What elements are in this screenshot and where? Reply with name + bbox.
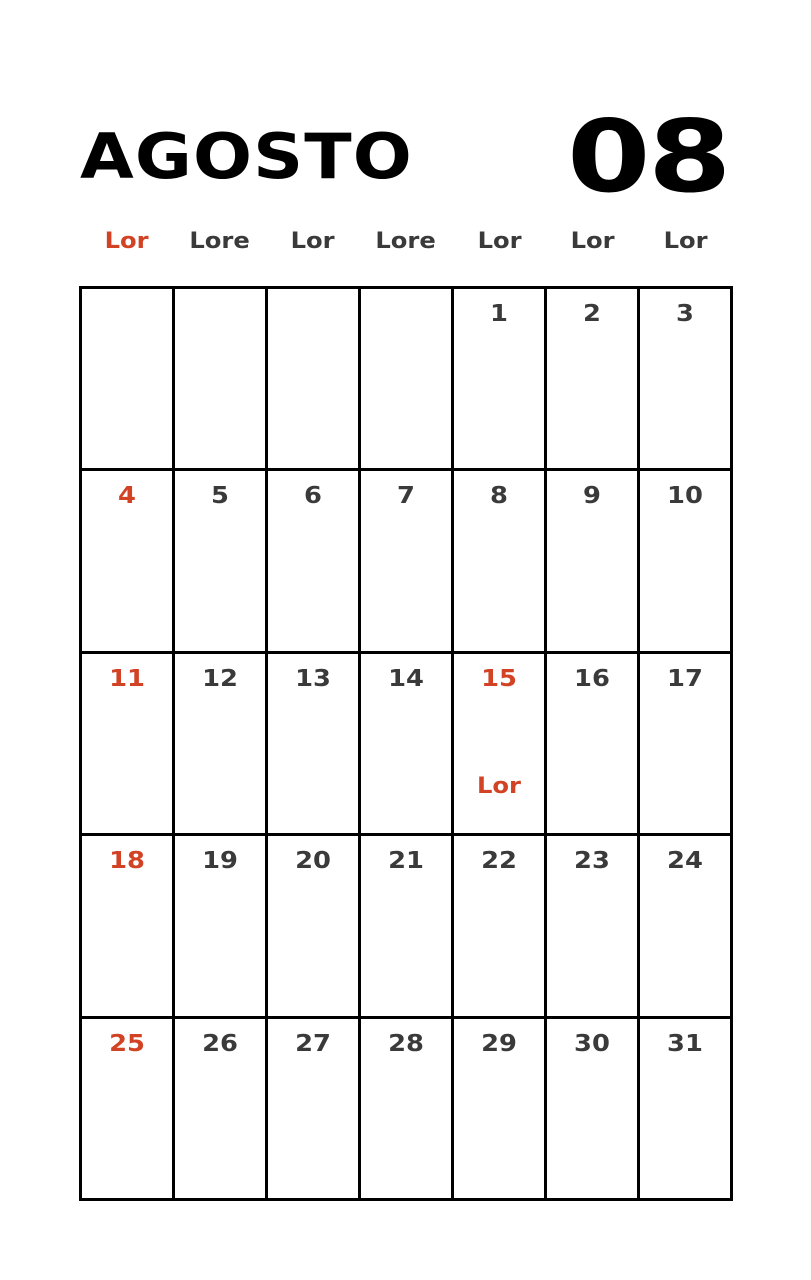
month-number: 08	[566, 98, 729, 215]
day-cell[interactable]	[361, 289, 454, 471]
day-cell[interactable]	[175, 471, 268, 653]
day-cell[interactable]	[454, 1019, 547, 1201]
day-cell[interactable]	[268, 289, 361, 471]
day-cell[interactable]	[547, 471, 640, 653]
weekday-label: Lore	[189, 229, 250, 254]
day-number: 3	[676, 301, 694, 327]
day-cell[interactable]	[82, 289, 175, 471]
day-number: 18	[109, 848, 145, 875]
day-cell[interactable]	[547, 1019, 640, 1201]
day-number: 9	[583, 483, 601, 510]
day-cell[interactable]	[268, 1019, 361, 1201]
day-cell[interactable]	[82, 654, 175, 836]
day-number: 14	[388, 665, 424, 692]
day-number: 13	[295, 665, 331, 692]
day-number: 23	[574, 848, 610, 875]
day-number: 11	[109, 665, 145, 692]
day-number: 16	[574, 665, 610, 692]
day-cell[interactable]	[361, 654, 454, 836]
day-cell[interactable]	[547, 836, 640, 1018]
day-number: 28	[388, 1030, 424, 1057]
day-cell[interactable]	[640, 471, 733, 653]
weekday-label: Lor	[477, 229, 522, 254]
day-number: 2	[583, 301, 601, 327]
day-cell[interactable]	[547, 654, 640, 836]
day-number: 21	[388, 848, 424, 875]
weekday-label: Lor	[104, 229, 149, 254]
day-number: 1	[490, 301, 508, 327]
day-number: 8	[490, 483, 508, 510]
weekday-label: Lore	[375, 229, 437, 254]
day-number: 5	[211, 483, 229, 510]
day-number: 29	[481, 1030, 517, 1057]
day-number: 6	[304, 483, 322, 510]
day-cell[interactable]	[454, 471, 547, 653]
day-number: 22	[481, 848, 517, 875]
day-number: 30	[574, 1030, 610, 1057]
day-cell[interactable]	[640, 289, 733, 471]
day-number: 4	[118, 483, 136, 510]
day-number: 10	[667, 483, 703, 510]
weekday-label: Lor	[290, 229, 335, 254]
day-cell[interactable]	[640, 836, 733, 1018]
day-cell[interactable]	[268, 654, 361, 836]
day-number: 19	[202, 848, 238, 875]
day-number: 25	[109, 1030, 145, 1057]
day-cell[interactable]	[82, 1019, 175, 1201]
day-number: 31	[667, 1030, 703, 1057]
day-cell[interactable]	[268, 471, 361, 653]
day-cell[interactable]	[454, 836, 547, 1018]
day-number: 26	[202, 1030, 238, 1057]
day-number: 17	[667, 665, 703, 692]
day-cell[interactable]	[82, 836, 175, 1018]
day-number: 20	[295, 848, 331, 875]
day-cell[interactable]	[175, 836, 268, 1018]
day-number: 12	[202, 665, 238, 692]
day-number: 7	[397, 483, 415, 510]
day-number: 24	[667, 848, 703, 875]
day-cell[interactable]	[361, 1019, 454, 1201]
month-title: AGOSTO	[80, 120, 413, 193]
day-cell[interactable]	[82, 471, 175, 653]
day-cell[interactable]	[361, 471, 454, 653]
day-cell[interactable]	[175, 289, 268, 471]
day-cell[interactable]	[547, 289, 640, 471]
calendar-grid	[79, 286, 733, 1201]
day-note: Lor	[477, 773, 521, 799]
day-number: 27	[295, 1030, 331, 1057]
day-cell[interactable]	[640, 654, 733, 836]
day-cell[interactable]	[175, 654, 268, 836]
day-cell[interactable]	[454, 289, 547, 471]
weekday-label: Lor	[570, 229, 615, 254]
day-number: 15	[481, 665, 517, 692]
day-cell[interactable]	[454, 654, 547, 836]
day-cell[interactable]	[175, 1019, 268, 1201]
day-cell[interactable]	[361, 836, 454, 1018]
day-cell[interactable]	[640, 1019, 733, 1201]
weekday-label: Lor	[663, 229, 708, 254]
weekday-header-row	[80, 222, 732, 262]
day-cell[interactable]	[268, 836, 361, 1018]
